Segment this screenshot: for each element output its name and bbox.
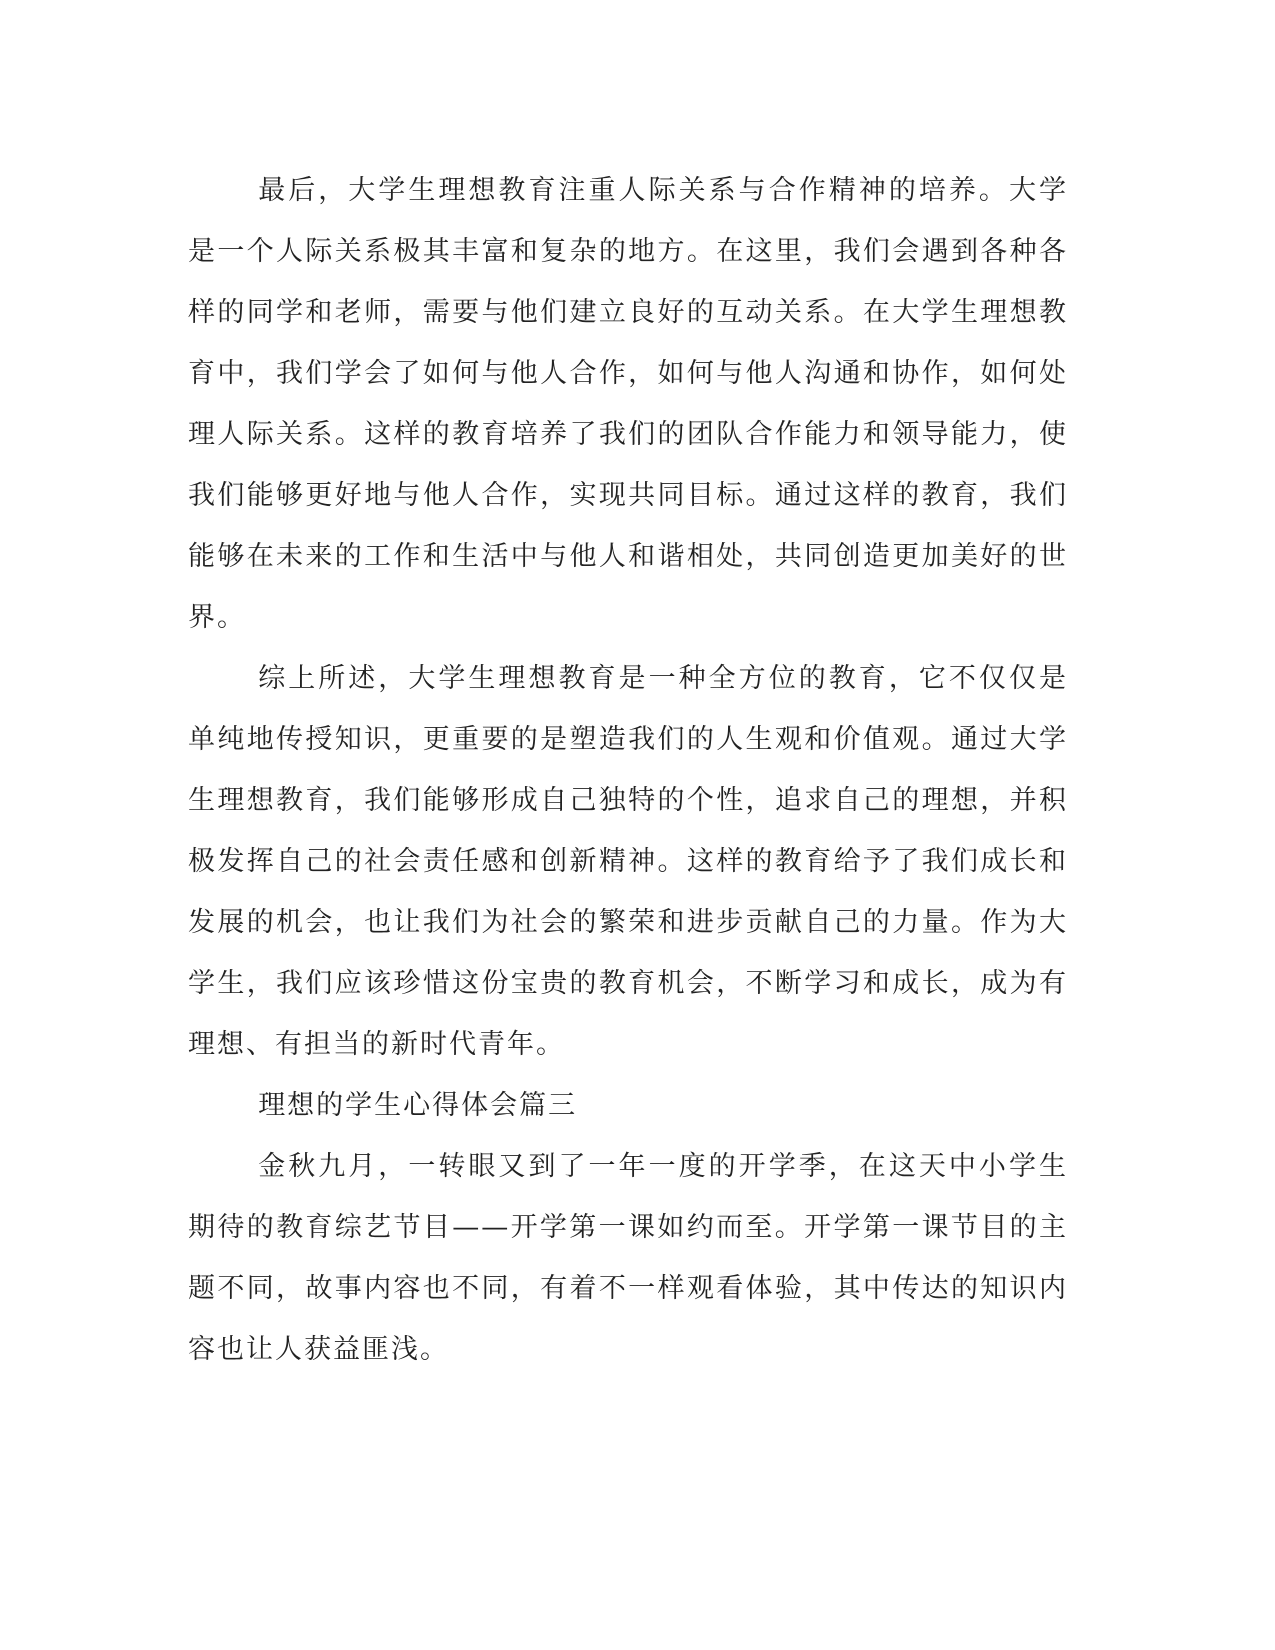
- paragraph-summary: 综上所述，大学生理想教育是一种全方位的教育，它不仅仅是单纯地传授知识，更重要的是塑造我们的人生观和价值观。通过大学生理想教育，我们能够形成自己独特的个性，追求自己的理想，并积极发挥自己的社会责任感和创新精神。这样的教育给予了我们成长和发展的机会，也让我们为社会的繁荣和进步贡献自己的力量。作为大学生，我们应该珍惜这份宝贵的教育机会，不断学习和成长，成为有理想、有担当的新时代青年。: [188, 663, 1068, 1060]
- paragraph-conclusion-cooperation: 最后，大学生理想教育注重人际关系与合作精神的培养。大学是一个人际关系极其丰富和复杂的地方。在这里，我们会遇到各种各样的同学和老师，需要与他们建立良好的互动关系。在大学生理想教育中，我们学会了如何与他人合作，如何与他人沟通和协作，如何处理人际关系。这样的教育培养了我们的团队合作能力和领导能力，使我们能够更好地与他人合作，实现共同目标。通过这样的教育，我们能够在未来的工作和生活中与他人和谐相处，共同创造更加美好的世界。: [188, 175, 1068, 633]
- document-body: [188, 160, 1068, 1380]
- section-heading: 理想的学生心得体会篇三: [258, 1090, 578, 1121]
- paragraph-opening-season: 金秋九月，一转眼又到了一年一度的开学季，在这天中小学生期待的教育综艺节目——开学第一课如约而至。开学第一课节目的主题不同，故事内容也不同，有着不一样观看体验，其中传达的知识内容也让人获益匪浅。: [188, 1151, 1068, 1365]
